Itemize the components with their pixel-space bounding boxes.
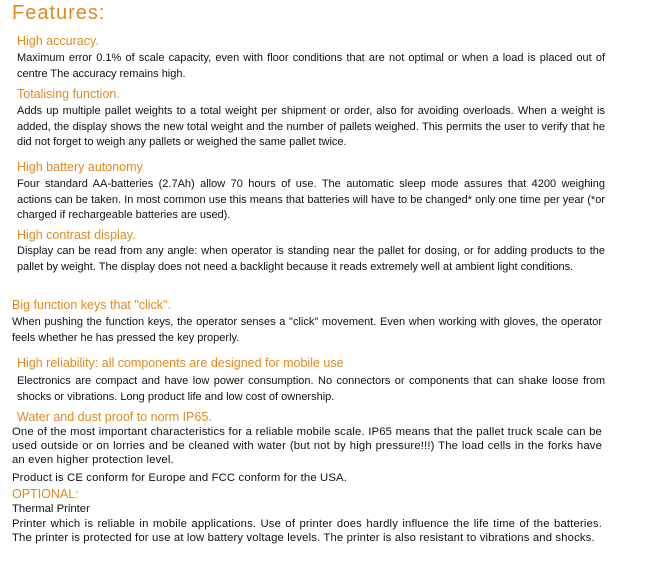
body-contrast-display: Display can be read from any angle: when operator is standing near the pallet for dosing, or for adding products to the pallet by weight. The display does not need a backlight because it reads extremely well at ambient light conditions. — [17, 245, 605, 273]
body-battery-autonomy: Four standard AA-batteries (2.7Ah) allow 70 hours of use. The automatic sleep mode assures that 4200 weighing actions can be taken. In most common use this means that batteries will have to be changed* only one time per year (*or charged if rechargeable batteries are used). — [17, 178, 605, 221]
heading-totalising-function: Totalising function. — [17, 87, 120, 101]
optional-item-name: Thermal Printer — [12, 503, 90, 515]
heading-contrast-display: High contrast display. — [17, 228, 136, 242]
certification-note: Product is CE conform for Europe and FCC conform for the USA. — [12, 472, 348, 484]
body-water-dust-proof: One of the most important characteristics for a reliable mobile scale. IP65 means that the pallet truck scale can be used outside or on lorries and be cleaned with water (but not by high pressure!!!) The load cells in the forks have an even higher protection level. — [12, 426, 602, 466]
heading-reliability: High reliability: all components are designed for mobile use — [17, 356, 344, 370]
body-reliability: Electronics are compact and have low power consumption. No connectors or components that can shake loose from shocks or vibrations. Long product life and low cost of ownership. — [17, 375, 605, 403]
heading-high-accuracy: High accuracy. — [17, 34, 99, 48]
heading-water-dust-proof: Water and dust proof to norm IP65. — [17, 410, 212, 424]
page-title: Features: — [12, 2, 106, 24]
body-high-accuracy: Maximum error 0.1% of scale capacity, even with floor conditions that are not optimal or when a load is placed out of centre The accuracy remains high. — [17, 52, 605, 80]
body-function-keys: When pushing the function keys, the operator senses a "click" movement. Even when working with gloves, the operator feels whether he has pressed the key properly. — [12, 316, 602, 344]
heading-battery-autonomy: High battery autonomy — [17, 160, 143, 174]
heading-optional: OPTIONAL: — [12, 487, 79, 501]
heading-function-keys: Big function keys that "click". — [12, 298, 171, 312]
body-optional-printer: Printer which is reliable in mobile applications. Use of printer does hardly influence the life time of the batteries. The printer is protected for use at low battery voltage levels. The printer is also resistant to vibrations and shocks. — [12, 518, 602, 544]
body-totalising-function: Adds up multiple pallet weights to a total weight per shipment or order, also for avoiding overloads. When a weight is added, the display shows the new total weight and the number of pallets weighed. This permits the user to verify that he did not forget to weigh any pallets or weighed the same pallet twice. — [17, 105, 605, 148]
